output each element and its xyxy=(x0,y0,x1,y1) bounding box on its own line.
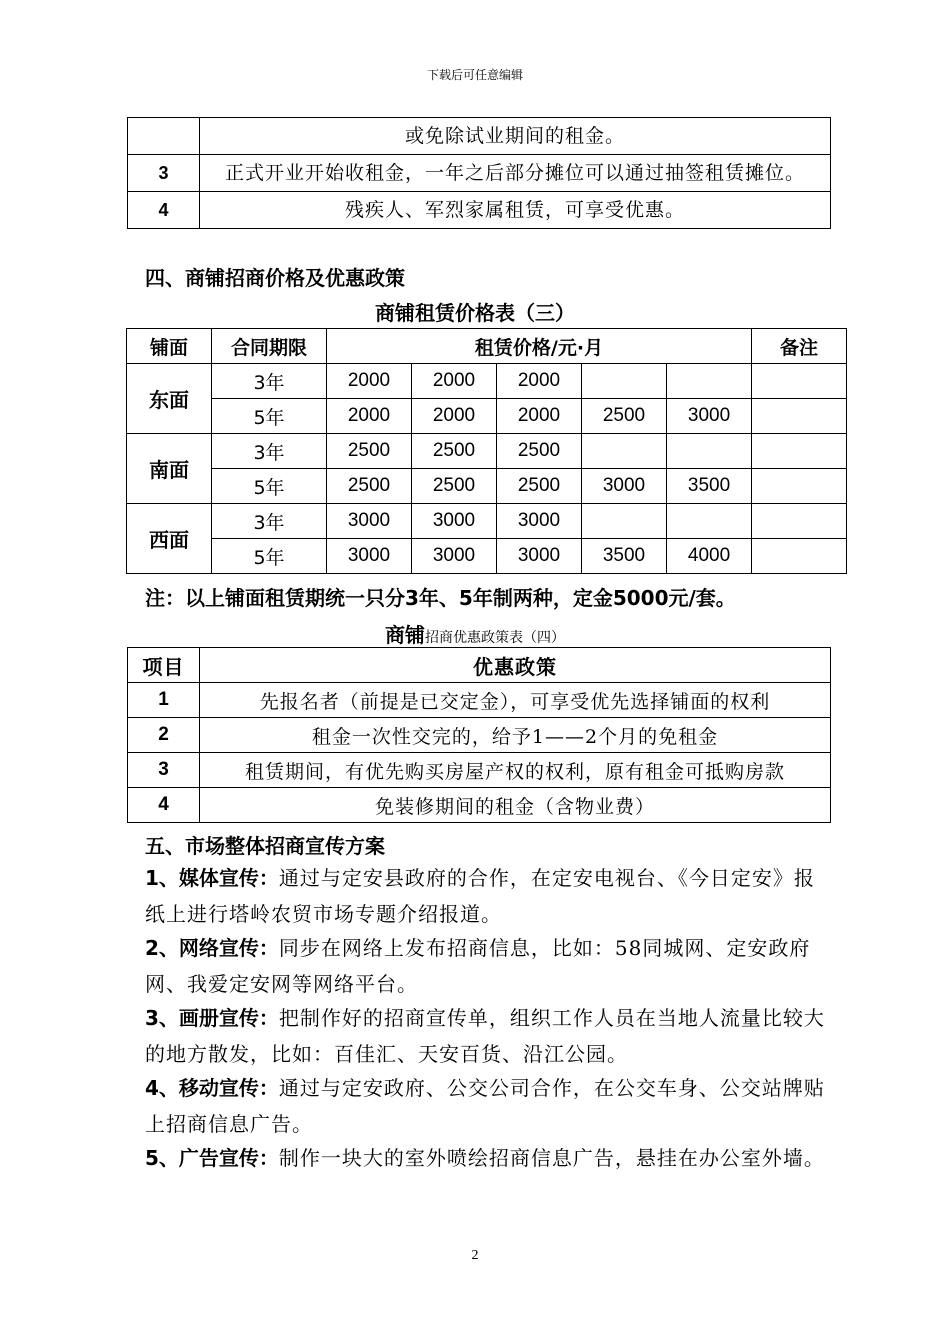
table-row xyxy=(127,539,847,574)
column-header: 项目 xyxy=(128,648,200,683)
price-cell: 2500 xyxy=(327,434,412,469)
price-cell: 3000 xyxy=(582,469,667,504)
price-cell xyxy=(667,504,752,539)
promotion-paragraph xyxy=(145,860,825,932)
table-row xyxy=(127,504,847,539)
table-row xyxy=(128,683,831,718)
price-cell: 2500 xyxy=(412,469,497,504)
row-text: 或免除试业期间的租金。 xyxy=(200,118,831,155)
promotion-text: 制作一块大的室外喷绘招商信息广告，悬挂在办公室外墙。 xyxy=(278,1146,825,1170)
table-row xyxy=(128,192,831,229)
term-cell: 3年 xyxy=(212,504,327,539)
price-cell: 3000 xyxy=(412,539,497,574)
caption-rest: 招商优惠政策表（四） xyxy=(425,630,565,646)
remark-cell xyxy=(752,364,847,399)
column-header: 铺面 xyxy=(127,329,212,364)
column-header: 租赁价格/元·月 xyxy=(327,329,752,364)
table-row xyxy=(128,788,831,823)
table-continuation xyxy=(127,117,831,229)
remark-cell xyxy=(752,434,847,469)
promotion-label: 1、媒体宣传： xyxy=(145,866,279,890)
term-cell: 5年 xyxy=(212,539,327,574)
promotion-paragraph xyxy=(145,1140,825,1176)
table-row xyxy=(127,434,847,469)
price-cell: 4000 xyxy=(667,539,752,574)
remark-cell xyxy=(752,504,847,539)
price-table xyxy=(126,328,847,574)
column-header: 优惠政策 xyxy=(200,648,831,683)
promotion-paragraph xyxy=(145,1000,825,1072)
table-caption: 商铺租赁价格表（三） xyxy=(375,301,575,325)
price-cell: 2000 xyxy=(412,399,497,434)
row-number: 3 xyxy=(128,753,200,788)
column-header: 合同期限 xyxy=(212,329,327,364)
price-cell: 3500 xyxy=(667,469,752,504)
price-cell: 2500 xyxy=(412,434,497,469)
table-row xyxy=(128,753,831,788)
remark-cell xyxy=(752,399,847,434)
price-cell: 2000 xyxy=(412,364,497,399)
promotion-paragraph xyxy=(145,1070,825,1142)
remark-cell xyxy=(752,469,847,504)
table-row xyxy=(128,718,831,753)
section-title: 五、市场整体招商宣传方案 xyxy=(145,834,385,858)
price-cell: 2500 xyxy=(327,469,412,504)
table-row xyxy=(128,118,831,155)
term-cell: 3年 xyxy=(212,364,327,399)
row-text: 租金一次性交完的，给予1——2个月的免租金 xyxy=(200,718,831,753)
price-cell: 2000 xyxy=(497,364,582,399)
price-cell: 3000 xyxy=(327,504,412,539)
caption-bold-part: 商铺 xyxy=(385,623,425,647)
remark-cell xyxy=(752,539,847,574)
price-cell xyxy=(582,364,667,399)
face-cell: 东面 xyxy=(127,364,212,434)
row-number: 3 xyxy=(128,155,200,192)
page-number: 2 xyxy=(471,1248,479,1263)
price-cell: 3500 xyxy=(582,539,667,574)
row-text: 正式开业开始收租金，一年之后部分摊位可以通过抽签租赁摊位。 xyxy=(200,155,831,192)
promotion-label: 4、移动宣传： xyxy=(145,1076,279,1100)
row-number: 4 xyxy=(128,788,200,823)
promotion-label: 2、网络宣传： xyxy=(145,936,279,960)
table-row xyxy=(127,469,847,504)
price-cell xyxy=(582,504,667,539)
table-caption xyxy=(0,619,950,648)
page-header: 下载后可任意编辑 xyxy=(426,68,523,82)
price-cell: 3000 xyxy=(667,399,752,434)
table-header-row xyxy=(127,329,847,364)
row-text: 先报名者（前提是已交定金），可享受优先选择铺面的权利 xyxy=(200,683,831,718)
price-cell: 2500 xyxy=(582,399,667,434)
price-cell: 2000 xyxy=(497,399,582,434)
term-cell: 5年 xyxy=(212,399,327,434)
row-text: 残疾人、军烈家属租赁，可享受优惠。 xyxy=(200,192,831,229)
face-cell: 西面 xyxy=(127,504,212,574)
section-title: 四、商铺招商价格及优惠政策 xyxy=(145,266,405,290)
table-row xyxy=(127,364,847,399)
price-cell: 2000 xyxy=(327,364,412,399)
row-text: 租赁期间，有优先购买房屋产权的权利，原有租金可抵购房款 xyxy=(200,753,831,788)
row-number: 2 xyxy=(128,718,200,753)
term-cell: 5年 xyxy=(212,469,327,504)
price-cell: 2500 xyxy=(497,469,582,504)
table-row xyxy=(127,399,847,434)
policy-table xyxy=(127,647,831,823)
promotion-text: 同步在网络上发布招商信息，比如：58同城网、定安政府网、我爱定安网等网络平台。 xyxy=(145,936,811,996)
row-number xyxy=(128,118,200,155)
price-cell: 2500 xyxy=(497,434,582,469)
promotion-paragraph xyxy=(145,930,825,1002)
promotion-text: 通过与定安县政府的合作，在定安电视台、《今日定安》报纸上进行塔岭农贸市场专题介绍报道。 xyxy=(145,866,815,926)
price-cell xyxy=(667,434,752,469)
promotion-label: 5、广告宣传： xyxy=(145,1146,279,1170)
price-note: 注：以上铺面租赁期统一只分3年、5年制两种，定金5000元/套。 xyxy=(145,586,736,610)
row-number: 4 xyxy=(128,192,200,229)
column-header: 备注 xyxy=(752,329,847,364)
table-header-row xyxy=(128,648,831,683)
price-cell xyxy=(582,434,667,469)
price-cell: 3000 xyxy=(412,504,497,539)
promotion-text: 把制作好的招商宣传单，组织工作人员在当地人流量比较大的地方散发，比如：百佳汇、天安百货、沿江公园。 xyxy=(145,1006,825,1066)
promotion-label: 3、画册宣传： xyxy=(145,1006,279,1030)
term-cell: 3年 xyxy=(212,434,327,469)
price-cell xyxy=(667,364,752,399)
price-cell: 2000 xyxy=(327,399,412,434)
row-text: 免装修期间的租金（含物业费） xyxy=(200,788,831,823)
promotion-text: 通过与定安政府、公交公司合作，在公交车身、公交站牌贴上招商信息广告。 xyxy=(145,1076,825,1136)
table-row xyxy=(128,155,831,192)
price-cell: 3000 xyxy=(497,504,582,539)
row-number: 1 xyxy=(128,683,200,718)
price-cell: 3000 xyxy=(327,539,412,574)
face-cell: 南面 xyxy=(127,434,212,504)
price-cell: 3000 xyxy=(497,539,582,574)
